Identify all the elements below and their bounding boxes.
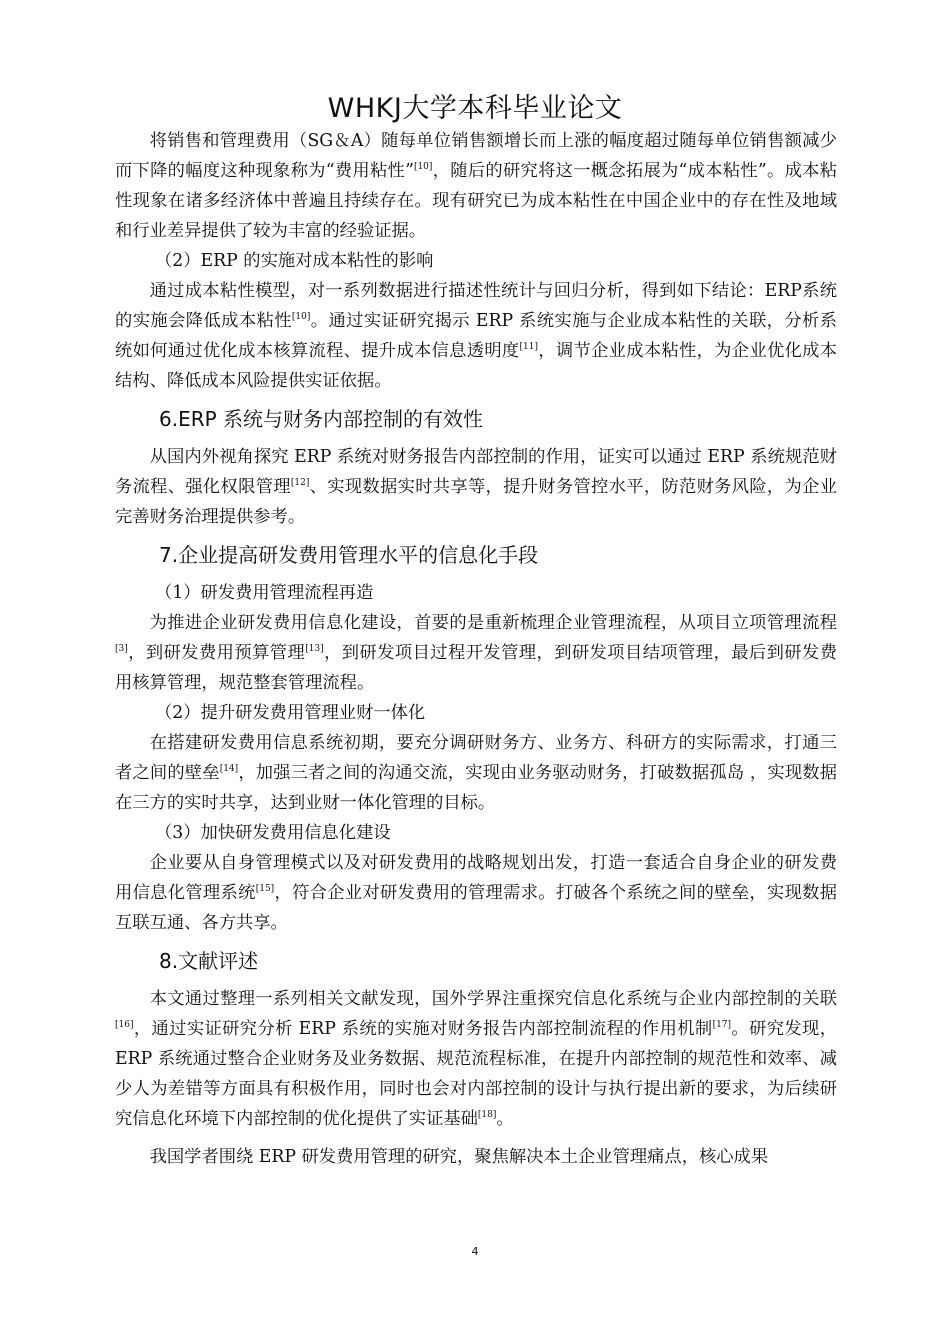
citation: [10]	[291, 312, 311, 323]
citation: [10]	[413, 162, 433, 173]
paragraph-gap	[115, 1134, 837, 1142]
paragraph-business-finance	[115, 728, 837, 818]
text: ，加强三者之间的沟通交流，实现由业务驱动财务，打破数据孤岛 ，实现数据在三方的实时共享，达到业财一体化管理的目标。	[115, 763, 837, 813]
text: 。研究发现，ERP 系统通过整合企业财务及业务数据、规范流程标准，在提升内部控制的规范性和效率、减少人为差错等方面具有积极作用，同时也会对内部控制的设计与执行提出新的要求，为后续研究信息化环境下内部控制的优化提供了实证基础	[115, 1019, 837, 1129]
section-heading-7: 7.企业提高研发费用管理水平的信息化手段	[159, 543, 539, 567]
text: ，随后的研究将这一概念拓展为“成本粘性”。成本粘性现象在诸多经济体中普遍且持续存在。现有研究已为成本粘性在中国企业中的存在性及地域和行业差异提供了较为丰富的经验证据。	[115, 161, 838, 241]
citation: [15]	[255, 884, 275, 895]
body-content	[115, 126, 837, 1172]
subheading-7-2: （2）提升研发费用管理业财一体化	[155, 703, 426, 723]
citation: [18]	[477, 1110, 497, 1121]
text: 在搭建研发费用信息系统初期，要充分调研财务方、业务方、科研方的实际需求，打通三者之间的壁垒	[115, 733, 837, 783]
text: ，通过实证研究分析 ERP 系统的实施对财务报告内部控制流程的作用机制	[133, 1019, 713, 1039]
paragraph-literature-review	[115, 984, 837, 1134]
paragraph-internal-control	[115, 442, 837, 532]
text: 为推进企业研发费用信息化建设，首要的是重新梳理企业管理流程，从项目立项管理流程	[149, 613, 837, 633]
text: 从国内外视角探究 ERP 系统对财务报告内部控制的作用，证实可以通过 ERP 系统规范财务流程、强化权限管理	[115, 447, 837, 497]
subheading-7-3: （3）加快研发费用信息化建设	[155, 823, 391, 843]
citation: [16]	[115, 1020, 134, 1031]
citation: [12]	[290, 478, 310, 489]
text: ，到研发项目过程开发管理，到研发项目结项管理，最后到研发费用核算管理，规范整套管理流程。	[115, 643, 837, 693]
section-heading-8: 8.文献评述	[159, 949, 259, 973]
thesis-header-title: WHKJ大学本科毕业论文	[327, 93, 623, 124]
text: 通过成本粘性模型，对一系列数据进行描述性统计与回归分析，得到如下结论：ERP系统的实施会降低成本粘性	[115, 281, 837, 331]
citation: [11]	[519, 342, 538, 353]
text: 将销售和管理费用（SG＆A）随每单位销售额增长而上涨的幅度超过随每单位销售额减少而下降的幅度这种现象称为“费用粘性”	[115, 131, 837, 181]
paragraph-informatization	[115, 848, 837, 938]
text: 企业要从自身管理模式以及对研发费用的战略规划出发，打造一套适合自身企业的研发费用信息化管理系统	[115, 853, 837, 903]
text: 我国学者围绕 ERP 研发费用管理的研究，聚焦解决本土企业管理痛点，核心成果	[149, 1147, 769, 1167]
page-number: 4	[471, 1245, 479, 1258]
citation: [3]	[115, 644, 128, 655]
subheading-7-1: （1）研发费用管理流程再造	[155, 583, 374, 603]
section-heading-6: 6.ERP 系统与财务内部控制的有效性	[159, 407, 484, 431]
paragraph-domestic-research	[115, 1142, 837, 1172]
citation: [14]	[219, 764, 239, 775]
text: 。	[496, 1109, 514, 1129]
text: ，到研发费用预算管理	[127, 643, 306, 663]
text: ，符合企业对研发费用的管理需求。打破各个系统之间的壁垒，实现数据互联互通、各方共享。	[115, 883, 837, 933]
paragraph-erp-stickiness	[115, 276, 837, 396]
paragraph-cost-stickiness	[115, 126, 837, 246]
subheading-erp-impact: （2）ERP 的实施对成本粘性的影响	[155, 251, 434, 271]
text: 本文通过整理一系列相关文献发现，国外学界注重探究信息化系统与企业内部控制的关联	[149, 989, 837, 1009]
text: 。通过实证研究揭示 ERP 系统实施与企业成本粘性的关联，分析系统如何通过优化成本核算流程、提升成本信息透明度	[115, 311, 837, 361]
citation: [17]	[712, 1020, 732, 1031]
paragraph-process-reengineering	[115, 608, 837, 698]
text: ，调节企业成本粘性，为企业优化成本结构、降低成本风险提供实证依据。	[115, 341, 837, 391]
citation: [13]	[305, 644, 324, 655]
text: 、实现数据实时共享等，提升财务管控水平，防范财务风险，为企业完善财务治理提供参考。	[115, 477, 837, 527]
